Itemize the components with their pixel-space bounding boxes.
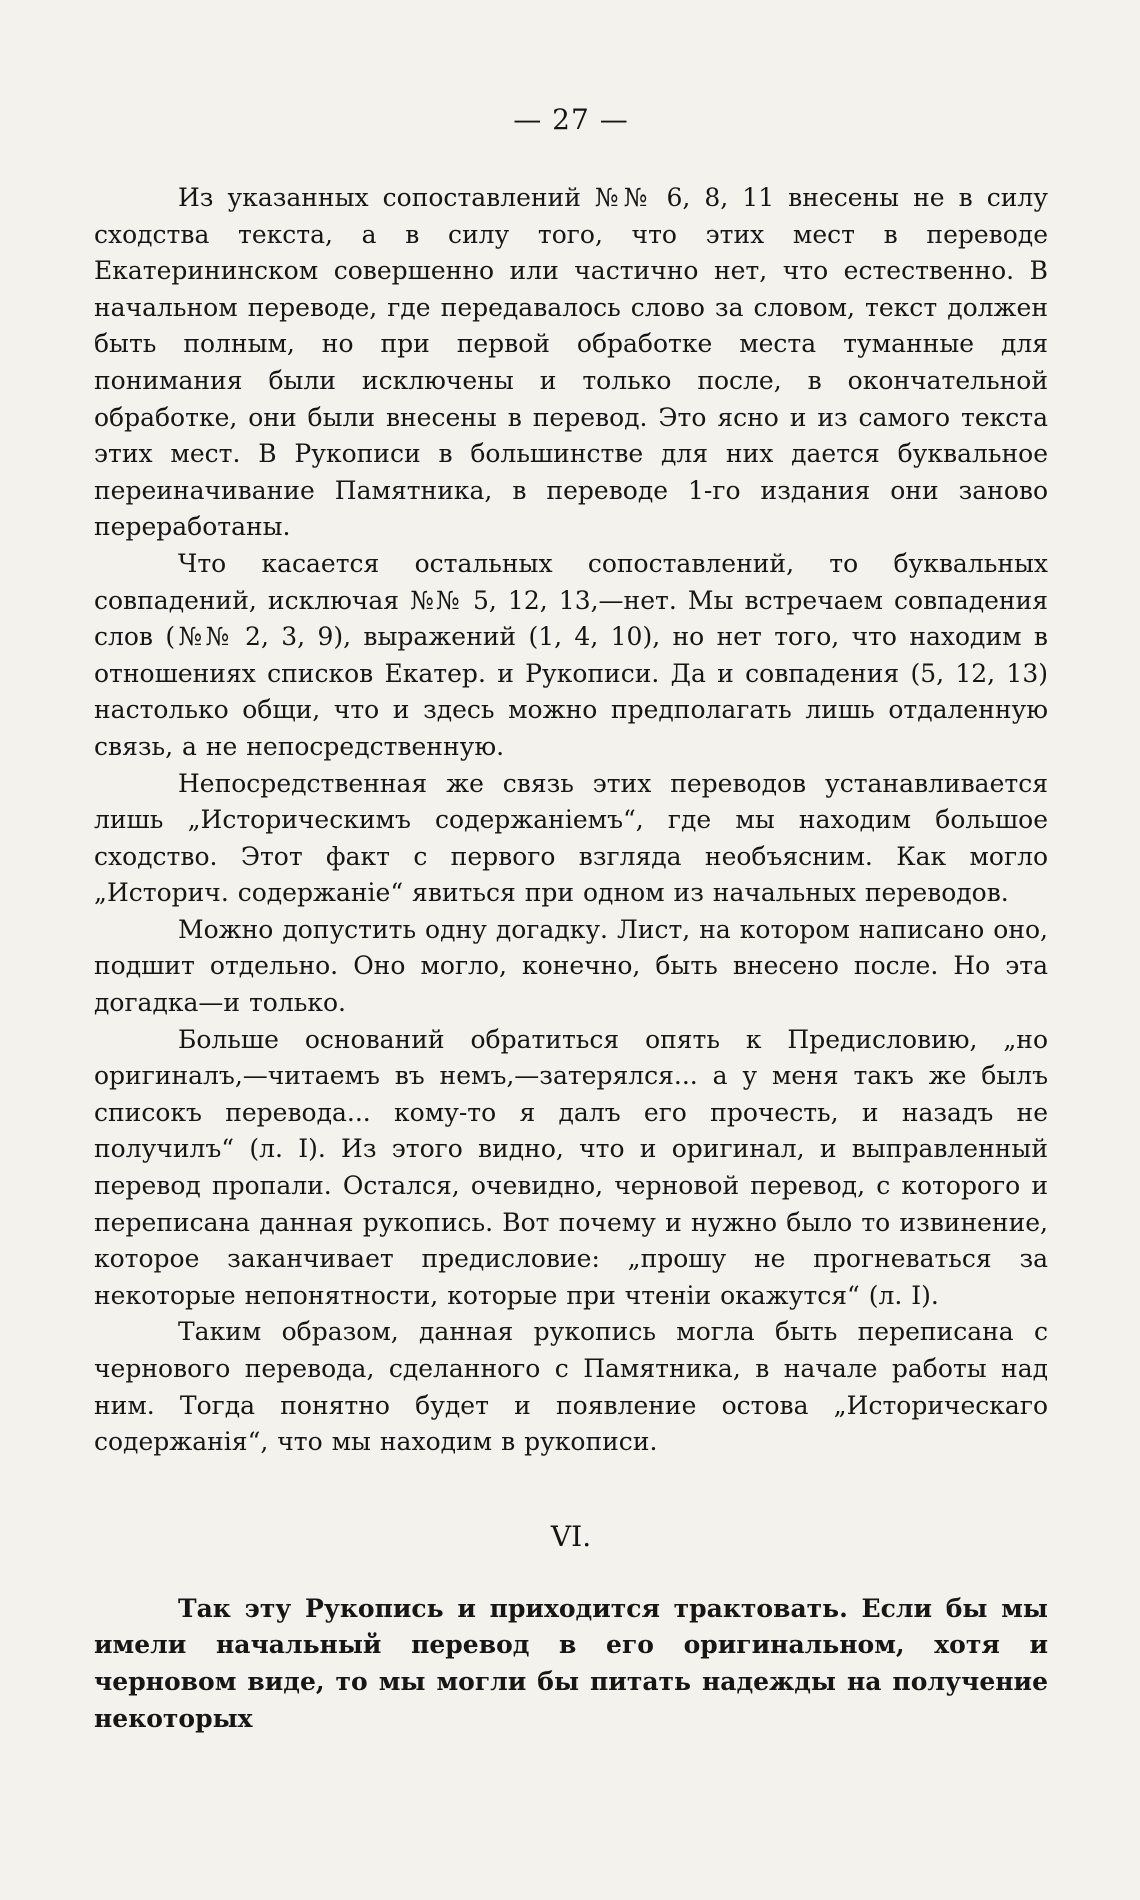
body-text-top <box>94 180 1048 1461</box>
paragraph: Больше оснований обратиться опять к Предисловию, „но оригиналъ,—читаемъ въ немъ,—затерялся... а у меня такъ же былъ списокъ перевода... кому-то я далъ его прочесть, и назадъ не получилъ“ (л. I). Из этого видно, что и оригинал, и выправленный перевод пропали. Остался, очевидно, черновой перевод, с которого и переписана данная рукопись. Вот почему и нужно было то извинение, которое заканчивает предисловие: „прошу не прогневаться за некоторые непонятности, которые при чтеніи окажутся“ (л. I). <box>94 1024 1048 1310</box>
body-text-bottom <box>94 1591 1048 1737</box>
paragraph: Что касается остальных сопоставлений, то буквальных совпадений, исключая №№ 5, 12, 13,—нет. Мы встречаем совпадения слов (№№ 2, 3, 9), выражений (1, 4, 10), но нет того, что находим в отношениях списков Екатер. и Рукописи. Да и совпадения (5, 12, 13) настолько общи, что и здесь можно предполагать лишь отдаленную связь, а не непосредственную. <box>94 548 1048 761</box>
paragraph: Так эту Рукопись и приходится трактовать. Если бы мы имели начальный перевод в его оригинальном, хотя и черновом виде, то мы могли бы питать надежды на получение некоторых <box>94 1593 1048 1733</box>
paragraph: Из указанных сопоставлений №№ 6, 8, 11 внесены не в силу сходства текста, а в силу того, что этих мест в переводе Екатерининском совершенно или частично нет, что естественно. В начальном переводе, где передавалось слово за словом, текст должен быть полным, но при первой обработке места туманные для понимания были исключены и только после, в окончательной обработке, они были внесены в перевод. Это ясно и из самого текста этих мест. В Рукописи в большинстве для них дается буквальное переиначивание Памятника, в переводе 1-го издания они заново переработаны. <box>94 183 1048 542</box>
paragraph: Можно допустить одну догадку. Лист, на котором написано оно, подшит отдельно. Оно могло, конечно, быть внесено после. Но эта догадка—и только. <box>94 914 1048 1018</box>
section-heading: VI. <box>550 1519 592 1553</box>
paragraph: Непосредственная же связь этих переводов устанавливается лишь „Историческимъ содержаніемъ“, где мы находим большое сходство. Этот факт с первого взгляда необъясним. Как могло „Историч. содержаніе“ явиться при одном из начальных переводов. <box>94 768 1048 908</box>
paragraph: Таким образом, данная рукопись могла быть переписана с чернового перевода, сделанного с Памятника, в начале работы над ним. Тогда понятно будет и появление остова „Историческаго содержанія“, что мы находим в рукописи. <box>94 1317 1048 1457</box>
page-number: — 27 — <box>513 103 629 136</box>
